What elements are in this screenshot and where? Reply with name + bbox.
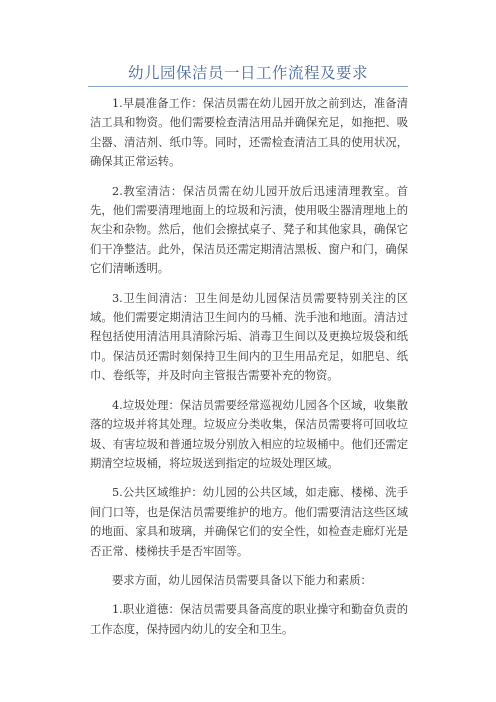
paragraph-requirements-intro: 要求方面，幼儿园保洁员需要具备以下能力和素质： — [112, 573, 372, 587]
title-underline — [88, 86, 408, 87]
paragraph-restroom-cleaning: 3.卫生间清洁：卫生间是幼儿园保洁员需要特别关注的区域。他们需要定期清洁卫生间内的马桶、洗手池和地面。清洁过程包括使用清洁用具清除污垢、消毒卫生间以及更换垃圾袋和纸巾。保洁员还需时刻保持卫生间内的卫生用品充足，如肥皂、纸巾、卷纸等，并及时向主管报告需要补充的物资。 — [90, 291, 408, 383]
paragraph-morning-preparation: 1.早晨准备工作：保洁员需在幼儿园开放之前到达，准备清洁工具和物资。他们需要检查清洁用品并确保充足，如拖把、吸尘器、清洁剂、纸巾等。同时，还需检查清洁工具的使用状况，确保其正常运转。 — [90, 97, 408, 169]
paragraph-garbage-handling: 4.垃圾处理：保洁员需要经常巡视幼儿园各个区域，收集散落的垃圾并将其处理。垃圾应分类收集，保洁员需要将可回收垃圾、有害垃圾和普通垃圾分别放入相应的垃圾桶中。他们还需定期清空垃圾桶，将垃圾送到指定的垃圾处理区域。 — [90, 398, 408, 470]
document-title: 幼儿园保洁员一日工作流程及要求 — [127, 64, 368, 82]
document-body — [90, 94, 408, 649]
paragraph-classroom-cleaning: 2.教室清洁：保洁员需在幼儿园开放后迅速清理教室。首先，他们需要清理地面上的垃圾和污渍，使用吸尘器清理地上的灰尘和杂物。然后，他们会擦拭桌子、凳子和其他家具，确保它们干净整洁。此外，保洁员还需定期清洁黑板、窗户和门，确保它们清晰透明。 — [90, 184, 408, 276]
paragraph-public-area-maintenance: 5.公共区域维护：幼儿园的公共区域，如走廊、楼梯、洗手间门口等，也是保洁员需要维护的地方。他们需要清洁这些区域的地面、家具和玻璃，并确保它们的安全性，如检查走廊灯光是否正常、楼梯扶手是否牢固等。 — [90, 486, 408, 558]
paragraph-professional-ethics: 1.职业道德：保洁员需要具备高度的职业操守和勤奋负责的工作态度，保持园内幼儿的安全和卫生。 — [90, 603, 408, 636]
